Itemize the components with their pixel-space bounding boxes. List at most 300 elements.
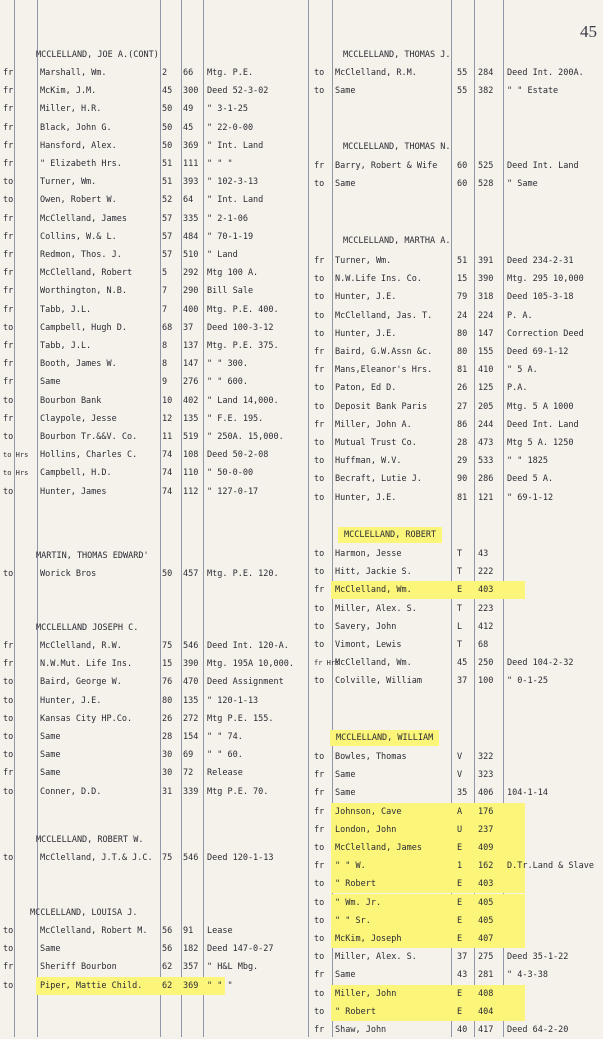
row-instrument: " Int. Land (207, 195, 264, 206)
row-direction: to (314, 603, 325, 614)
row-instrument: " 0-1-25 (507, 676, 548, 687)
row-party-name: McClelland, James (335, 843, 422, 853)
row-instrument: Deed 69-1-12 (507, 347, 569, 357)
row-party-name: McClelland, Jas. T. (335, 310, 433, 321)
ledger-row (0, 325, 603, 343)
ledger-row (0, 379, 603, 397)
row-direction: to (314, 640, 325, 650)
row-page-ref: 393 (183, 177, 199, 188)
row-instrument: Deed 35-1-22 (507, 952, 569, 963)
row-direction: to (314, 567, 325, 578)
ledger-row (0, 948, 603, 966)
row-party-name: Same (335, 86, 356, 97)
row-instrument: Deed Int. Land (507, 161, 579, 171)
row-direction: fr (314, 970, 325, 981)
section-header: MCCLELLAND, THOMAS N. (343, 142, 451, 152)
row-book: 35 (457, 788, 468, 799)
row-direction: fr (314, 770, 325, 781)
row-direction: to (3, 195, 14, 206)
ledger-row (0, 545, 603, 563)
row-page-ref: 135 (183, 413, 199, 424)
row-party-name: Same (40, 768, 61, 779)
row-direction: fr (3, 159, 14, 169)
row-instrument: " " 60. (207, 750, 243, 761)
row-page-ref: 300 (183, 86, 199, 97)
row-party-name: Same (335, 788, 356, 799)
row-direction: to (314, 383, 325, 394)
row-page-ref: 339 (183, 786, 199, 797)
row-book: E (457, 843, 463, 853)
row-party-name: Harmon, Jesse (335, 549, 402, 559)
section-header: MCCLELLAND JOSEPH C. (36, 623, 139, 633)
row-page-ref: 43 (478, 549, 489, 559)
row-party-name: Turner, Wm. (40, 177, 97, 188)
row-direction: to (3, 395, 14, 406)
row-party-name: Johnson, Cave (335, 806, 402, 817)
row-instrument: " Land 14,000. (207, 395, 279, 406)
row-party-name: Bourbon Bank (40, 395, 102, 406)
row-book: T (457, 640, 463, 650)
row-direction: to (314, 952, 325, 963)
row-direction: to (3, 713, 14, 724)
ledger-row (0, 64, 603, 82)
row-book: 43 (457, 970, 468, 981)
row-page-ref: 224 (478, 310, 494, 321)
ledger-row (0, 100, 603, 118)
ledger-row (314, 857, 594, 875)
row-party-name: McClelland, R.W. (40, 641, 122, 651)
ledger-row (0, 270, 603, 288)
row-direction: fr (314, 806, 325, 817)
ledger-row (0, 398, 603, 416)
row-book: 80 (457, 347, 468, 357)
row-page-ref: 137 (183, 341, 199, 351)
row-book: 2 (162, 68, 168, 78)
row-book: E (457, 988, 463, 999)
row-party-name: Hunter, J.E. (335, 328, 397, 339)
row-book: 50 (162, 122, 173, 133)
row-page-ref: 318 (478, 292, 494, 303)
row-direction: fr (3, 341, 14, 351)
row-book: 81 (457, 492, 468, 503)
row-book: E (457, 934, 463, 944)
row-instrument: " " 1825 (507, 456, 548, 467)
row-page-ref: 382 (478, 86, 494, 97)
row-page-ref: 290 (183, 286, 199, 297)
row-book: 50 (162, 104, 173, 115)
row-instrument: Deed 52-3-02 (207, 86, 269, 97)
row-book: E (457, 1006, 463, 1017)
row-book: 50 (162, 569, 173, 579)
row-instrument: " Land (207, 250, 238, 260)
row-page-ref: 322 (478, 752, 494, 762)
row-instrument: " 3-1-25 (207, 104, 248, 115)
row-direction: to (314, 456, 325, 467)
row-instrument: " 250A. 15,000. (207, 432, 284, 442)
row-instrument: Mtg. 295 10,000 (507, 274, 584, 285)
row-page-ref: 403 (478, 585, 494, 596)
row-party-name: McClelland, Robert M. (40, 926, 148, 936)
row-instrument: Deed 234-2-31 (507, 256, 574, 266)
row-page-ref: 147 (478, 328, 494, 339)
row-party-name: Same (335, 179, 356, 190)
row-direction: to (314, 438, 325, 448)
row-party-name: Huffman, W.V. (335, 456, 402, 467)
row-party-name: Black, John G. (40, 122, 112, 133)
ledger-row (0, 191, 603, 209)
row-instrument: Mtg. 195A 10,000. (207, 659, 294, 670)
row-book: 80 (457, 328, 468, 339)
row-page-ref: 275 (478, 952, 494, 963)
row-instrument: Mtg 100 A. (207, 268, 259, 279)
ledger-row (0, 784, 603, 802)
row-book: 28 (457, 438, 468, 448)
row-page-ref: 403 (478, 879, 494, 890)
row-party-name: Deposit Bank Paris (335, 401, 428, 412)
row-page-ref: 335 (183, 213, 199, 224)
row-instrument: " H&L Mbg. (207, 962, 259, 973)
row-page-ref: 546 (183, 853, 199, 863)
row-page-ref: 110 (183, 468, 199, 479)
row-page-ref: 244 (478, 419, 494, 430)
section-header: MCCLELLAND, JOE A.(CONT) (36, 50, 159, 60)
row-book: 51 (162, 177, 173, 188)
row-book: 74 (162, 486, 173, 497)
ledger-row (0, 766, 603, 784)
row-page-ref: 69 (183, 750, 194, 761)
row-direction: fr (3, 413, 14, 424)
row-page-ref: 125 (478, 383, 494, 394)
row-party-name: McClelland, R.M. (335, 68, 417, 78)
row-party-name: Hunter, James (40, 486, 107, 497)
row-instrument: " 69-1-12 (507, 492, 554, 503)
ledger-row (0, 748, 603, 766)
row-instrument: Release (207, 768, 243, 779)
row-book: 8 (162, 359, 168, 370)
row-book: 55 (457, 68, 468, 78)
ledger-row (0, 654, 603, 672)
ledger-row (0, 728, 603, 746)
row-party-name: McClelland, Wm. (335, 585, 412, 596)
row-instrument: " Same (507, 179, 538, 190)
row-instrument: P.A. (507, 383, 528, 394)
ledger-row (0, 966, 603, 984)
row-party-name: Hitt, Jackie S. (335, 567, 412, 578)
row-party-name: McClelland, J.T.& J.C. (40, 853, 153, 863)
row-page-ref: 154 (183, 732, 199, 742)
section-header: MARTIN, THOMAS EDWARD' (36, 551, 149, 561)
row-direction: fr (3, 122, 14, 133)
row-page-ref: 369 (183, 980, 199, 991)
row-book: 57 (162, 231, 173, 242)
row-page-ref: 407 (478, 934, 494, 944)
row-direction: to (3, 322, 14, 333)
row-party-name: London, John (335, 824, 397, 835)
row-direction: fr (3, 286, 14, 297)
ledger-row (0, 252, 603, 270)
row-instrument: " 4-3-38 (507, 970, 548, 981)
row-party-name: Same (40, 944, 61, 955)
row-instrument: 104-1-14 (507, 788, 548, 799)
row-party-name: Marshall, Wm. (40, 68, 107, 78)
row-page-ref: 404 (478, 1006, 494, 1017)
row-party-name: Barry, Robert & Wife (335, 161, 438, 171)
row-direction: fr (3, 140, 14, 151)
ledger-row (0, 82, 603, 100)
row-book: 56 (162, 926, 173, 936)
row-direction: to (314, 621, 325, 632)
row-book: 90 (457, 474, 468, 485)
row-direction: fr (3, 104, 14, 115)
row-book: 76 (162, 677, 173, 688)
row-book: 31 (162, 786, 173, 797)
ledger-row (0, 416, 603, 434)
row-book: A (457, 806, 463, 817)
row-party-name: Campbell, Hugh D. (40, 322, 127, 333)
row-page-ref: 64 (183, 195, 194, 206)
row-direction: to (3, 980, 14, 991)
row-instrument: " " " (207, 159, 233, 169)
row-party-name: Miller, John A. (335, 419, 412, 430)
row-instrument: " 127-0-17 (207, 486, 259, 497)
row-party-name: " " W. (335, 861, 366, 872)
row-direction: fr (314, 419, 325, 430)
row-book: T (457, 549, 463, 559)
ledger-row (0, 157, 603, 175)
row-direction: fr (3, 231, 14, 242)
row-party-name: Hunter, J.E. (335, 292, 397, 303)
row-book: 5 (162, 268, 168, 279)
row-instrument: Mtg. 5 A 1000 (507, 401, 574, 412)
row-direction: fr (314, 161, 325, 171)
row-party-name: Mans,Eleanor's Hrs. (335, 365, 433, 376)
row-direction: fr (3, 962, 14, 973)
row-instrument: " 2-1-06 (207, 213, 248, 224)
row-book: 37 (457, 676, 468, 687)
ledger-row (0, 210, 603, 228)
row-book: T (457, 603, 463, 614)
row-book: 28 (162, 732, 173, 742)
row-page-ref: 473 (478, 438, 494, 448)
row-page-ref: 121 (478, 492, 494, 503)
row-book: 60 (457, 161, 468, 171)
row-direction: fr (3, 250, 14, 260)
row-book: T (457, 567, 463, 578)
row-book: 60 (457, 179, 468, 190)
row-page-ref: 528 (478, 179, 494, 190)
row-page-ref: 68 (478, 640, 489, 650)
row-direction: to (314, 915, 325, 926)
row-instrument: " 102-3-13 (207, 177, 259, 188)
row-page-ref: 408 (478, 988, 494, 999)
row-book: 62 (162, 980, 173, 991)
row-direction: to (314, 474, 325, 485)
row-page-ref: 470 (183, 677, 199, 688)
row-direction: to (314, 843, 325, 853)
ledger-row (0, 1021, 603, 1039)
row-book: 81 (457, 365, 468, 376)
row-book: E (457, 915, 463, 926)
row-direction: fr (3, 768, 14, 779)
row-page-ref: 281 (478, 970, 494, 981)
ledger-row (314, 875, 525, 893)
row-direction: fr (3, 659, 14, 670)
row-direction: to (314, 86, 325, 97)
row-page-ref: 369 (183, 140, 199, 151)
ledger-row (314, 839, 525, 857)
row-direction: to (314, 934, 325, 944)
row-book: 8 (162, 341, 168, 351)
row-direction: to (314, 897, 325, 908)
row-direction: fr (3, 213, 14, 224)
row-page-ref: 45 (183, 122, 194, 133)
ledger-row (314, 1003, 525, 1021)
row-party-name: Booth, James W. (40, 359, 117, 370)
row-direction: to (314, 401, 325, 412)
row-party-name: Becraft, Lutie J. (335, 474, 422, 485)
row-instrument: " " 74. (207, 732, 243, 742)
row-book: 45 (162, 86, 173, 97)
row-page-ref: 410 (478, 365, 494, 376)
row-instrument: Deed Int. Land (507, 419, 579, 430)
row-instrument: Mtg. P.E. 375. (207, 341, 279, 351)
row-page-ref: 205 (478, 401, 494, 412)
row-direction: to (314, 988, 325, 999)
ledger-row (314, 985, 525, 1003)
ledger-row (0, 672, 603, 690)
row-direction: to Hrs (3, 451, 29, 460)
row-book: 62 (162, 962, 173, 973)
row-page-ref: 533 (478, 456, 494, 467)
ledger-row (0, 343, 603, 361)
row-party-name: McClelland, Wm. (335, 658, 412, 669)
row-instrument: P. A. (507, 310, 533, 321)
row-book: E (457, 879, 463, 890)
row-book: 27 (457, 401, 468, 412)
row-party-name: Hunter, J.E. (40, 695, 102, 706)
ledger-row (314, 803, 525, 821)
ledger-row (314, 581, 525, 599)
section-header: MCCLELLAND, WILLIAM (330, 730, 439, 746)
row-party-name: Campbell, H.D. (40, 468, 112, 479)
row-party-name: McKim, J.M. (40, 86, 97, 97)
row-direction: to (3, 786, 14, 797)
row-direction: fr (3, 268, 14, 279)
ledger-row (0, 175, 603, 193)
row-page-ref: 525 (478, 161, 494, 171)
row-instrument: Mtg. P.E. 120. (207, 569, 279, 579)
row-book: 15 (457, 274, 468, 285)
row-party-name: Bowles, Thomas (335, 752, 407, 762)
row-direction: to (314, 292, 325, 303)
row-page-ref: 250 (478, 658, 494, 669)
row-page-ref: 390 (478, 274, 494, 285)
row-party-name: Miller, Alex. S. (335, 603, 417, 614)
row-instrument: Deed 5 A. (507, 474, 554, 485)
row-instrument: Deed 120-1-13 (207, 853, 274, 863)
row-book: 29 (457, 456, 468, 467)
row-book: 10 (162, 395, 173, 406)
row-book: 30 (162, 750, 173, 761)
row-party-name: Sheriff Bourbon (40, 962, 117, 973)
ledger-row (314, 821, 525, 839)
row-page-ref: 457 (183, 569, 199, 579)
row-page-ref: 519 (183, 432, 199, 442)
row-direction: to (3, 944, 14, 955)
row-instrument: Bill Sale (207, 286, 254, 297)
row-direction: fr (314, 861, 325, 872)
row-instrument: Deed 100-3-12 (207, 322, 274, 333)
row-direction: to (314, 492, 325, 503)
row-page-ref: 147 (183, 359, 199, 370)
row-book: 1 (457, 861, 463, 872)
row-instrument: " 5 A. (507, 365, 538, 376)
row-direction: to (314, 310, 325, 321)
row-page-ref: 272 (183, 713, 199, 724)
row-instrument: " " 300. (207, 359, 248, 370)
row-party-name: N.W.Life Ins. Co. (335, 274, 422, 285)
row-page-ref: 405 (478, 897, 494, 908)
row-party-name: Paton, Ed D. (335, 383, 397, 394)
row-direction: to (3, 750, 14, 761)
row-book: 26 (162, 713, 173, 724)
row-party-name: Kansas City HP.Co. (40, 713, 133, 724)
ledger-row (0, 288, 603, 306)
row-page-ref: 276 (183, 377, 199, 388)
row-instrument: Deed Assignment (207, 677, 284, 688)
row-instrument: Mtg P.E. 155. (207, 713, 274, 724)
row-party-name: " Robert (335, 1006, 376, 1017)
ledger-row (0, 434, 603, 452)
row-party-name: McClelland, James (40, 213, 127, 224)
row-instrument: " " " (207, 980, 233, 991)
row-page-ref: 402 (183, 395, 199, 406)
row-page-ref: 37 (183, 322, 194, 333)
row-book: L (457, 621, 463, 632)
row-book: 30 (162, 768, 173, 779)
row-book: E (457, 897, 463, 908)
row-party-name: Tabb, J.L. (40, 304, 92, 315)
row-page-ref: 286 (478, 474, 494, 485)
row-page-ref: 292 (183, 268, 199, 279)
section-header: MCCLELLAND, THOMAS J. (343, 50, 451, 60)
row-direction: fr (3, 641, 14, 651)
row-page-ref: 484 (183, 231, 199, 242)
ledger-row (314, 894, 525, 912)
row-instrument: Deed 105-3-18 (507, 292, 574, 303)
row-instrument: Correction Deed (507, 328, 584, 339)
row-page-ref: 112 (183, 486, 199, 497)
ledger-row (0, 636, 603, 654)
row-direction: to (3, 926, 14, 936)
row-page-ref: 412 (478, 621, 494, 632)
section-header: MCCLELLAND, MARTHA A. (343, 236, 451, 246)
row-instrument: Lease (207, 926, 233, 936)
row-instrument: " 22-0-00 (207, 122, 254, 133)
row-party-name: Bourbon Tr.&&V. Co. (40, 432, 138, 442)
row-book: 86 (457, 419, 468, 430)
row-party-name: McKim, Joseph (335, 934, 402, 944)
row-party-name: McClelland, Robert (40, 268, 133, 279)
row-party-name: Hansford, Alex. (40, 140, 117, 151)
row-direction: to (314, 68, 325, 78)
row-instrument: " " 600. (207, 377, 248, 388)
row-book: 57 (162, 250, 173, 260)
row-party-name: Hollins, Charles C. (40, 450, 138, 461)
row-page-ref: 66 (183, 68, 194, 78)
row-direction: fr (314, 824, 325, 835)
row-page-ref: 390 (183, 659, 199, 670)
